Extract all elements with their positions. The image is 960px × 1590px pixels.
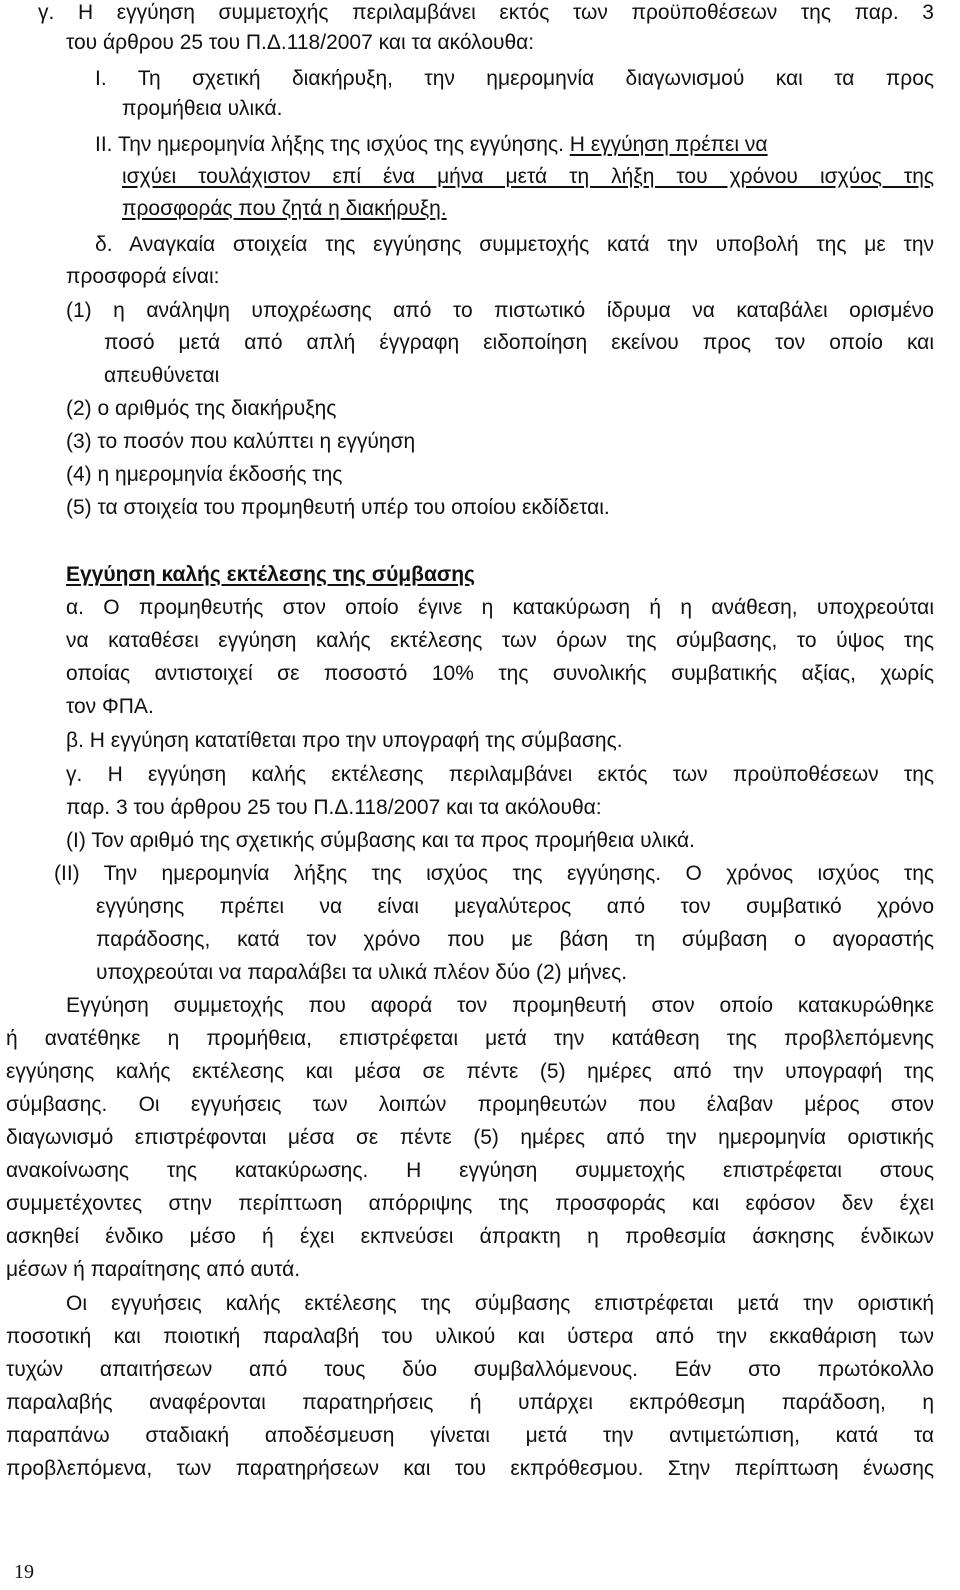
list-item: (5) τα στοιχεία του προμηθευτή υπέρ του οποίου εκδίδεται.	[66, 496, 610, 519]
paragraph-line: σύμβασης. Οι εγγυήσεις των λοιπών προμηθευτών που έλαβαν μέρος στον	[6, 1093, 934, 1116]
list-item: (4) η ημερομηνία έκδοσής της	[66, 463, 343, 486]
list-item: (1) η ανάληψη υποχρέωσης από το πιστωτικό ίδρυμα να καταβάλει ορισμένο	[66, 299, 934, 322]
paragraph-line: του άρθρου 25 του Π.Δ.118/2007 και τα ακόλουθα:	[66, 31, 535, 54]
paragraph-line: ανακοίνωσης της κατακύρωσης. Η εγγύηση συμμετοχής επιστρέφεται στους	[6, 1159, 934, 1182]
paragraph-line: τον ΦΠΑ.	[66, 695, 154, 718]
list-item: (Ι) Τον αριθμό της σχετικής σύμβασης και τα προς προμήθεια υλικά.	[66, 829, 695, 852]
paragraph-line: να καταθέσει εγγύηση καλής εκτέλεσης των όρων της σύμβασης, το ύψος της	[66, 629, 934, 652]
list-item-cont: εγγύησης πρέπει να είναι μεγαλύτερος από τον συμβατικό χρόνο	[96, 895, 934, 918]
paragraph-line: εγγύησης καλής εκτέλεσης και μέσα σε πέντε (5) ημέρες από την υπογραφή της	[6, 1060, 934, 1083]
list-item-cont: υποχρεούται να παραλάβει τα υλικά πλέον δύο (2) μήνες.	[96, 961, 628, 984]
paragraph-line: μέσων ή παραίτησης από αυτά.	[6, 1258, 301, 1281]
paragraph-line: γ. Η εγγύηση συμμετοχής περιλαμβάνει εκτός των προϋποθέσεων της παρ. 3	[38, 1, 934, 24]
list-item-I-cont: προμήθεια υλικά.	[122, 97, 283, 120]
underlined-requirement: ισχύει τουλάχιστον επί ένα μήνα μετά τη λήξη του χρόνου ισχύος της	[122, 165, 934, 188]
paragraph-line: παρ. 3 του άρθρου 25 του Π.Δ.118/2007 και τα ακόλουθα:	[66, 796, 602, 819]
paragraph-line: συμμετέχοντες στην περίπτωση απόρριψης της προσφοράς και εφόσον δεν έχει	[6, 1192, 934, 1215]
paragraph-line: β. Η εγγύηση κατατίθεται προ την υπογραφή της σύμβασης.	[66, 729, 623, 752]
paragraph-line: ποσοτική και ποιοτική παραλαβή του υλικού και ύστερα από την εκκαθάριση των	[6, 1325, 934, 1348]
list-item-cont: απευθύνεται	[104, 364, 220, 387]
list-item-II	[95, 130, 960, 160]
list-item-cont: ποσό μετά από απλή έγγραφη ειδοποίηση εκείνου προς τον οποίο και	[104, 331, 934, 354]
paragraph-line: προσφορά είναι:	[66, 265, 220, 288]
paragraph-line: δ. Αναγκαία στοιχεία της εγγύησης συμμετοχής κατά την υποβολή της με την	[95, 233, 934, 256]
list-item-II-text: ΙΙ. Την ημερομηνία λήξης της ισχύος της εγγύησης.	[95, 133, 564, 156]
section-heading: Εγγύηση καλής εκτέλεσης της σύμβασης	[66, 563, 475, 586]
list-item-cont: παράδοσης, κατά τον χρόνο που με βάση τη σύμβαση ο αγοραστής	[96, 928, 934, 951]
list-item: (3) το ποσόν που καλύπτει η εγγύηση	[66, 430, 416, 453]
list-item: (2) ο αριθμός της διακήρυξης	[66, 397, 337, 420]
paragraph-line: ή ανατέθηκε η προμήθεια, επιστρέφεται μετά την κατάθεση της προβλεπόμενης	[6, 1027, 934, 1050]
list-item: (ΙΙ) Την ημερομηνία λήξης της ισχύος της εγγύησης. Ο χρόνος ισχύος της	[54, 862, 934, 885]
paragraph-line: προβλεπόμενα, των παρατηρήσεων και του εκπρόθεσμου. Στην περίπτωση ένωσης	[6, 1457, 934, 1480]
paragraph-line: ασκηθεί ένδικο μέσο ή έχει εκπνεύσει άπρακτη η προθεσμία άσκησης ένδικων	[6, 1225, 934, 1248]
paragraph-line: παραπάνω σταδιακή αποδέσμευση γίνεται μετά την αντιμετώπιση, κατά τα	[6, 1424, 934, 1447]
paragraph-line: τυχών απαιτήσεων από τους δύο συμβαλλόμενους. Εάν στο πρωτόκολλο	[6, 1358, 934, 1381]
paragraph-line: οποίας αντιστοιχεί σε ποσοστό 10% της συνολικής συμβατικής αξίας, χωρίς	[66, 662, 934, 685]
paragraph-line: παραλαβής αναφέρονται παρατηρήσεις ή υπάρχει εκπρόθεσμη παράδοση, η	[6, 1391, 934, 1414]
list-item-I: Ι. Τη σχετική διακήρυξη, την ημερομηνία διαγωνισμού και τα προς	[95, 67, 934, 90]
paragraph-line: Οι εγγυήσεις καλής εκτέλεσης της σύμβασης επιστρέφεται μετά την οριστική	[66, 1292, 934, 1315]
underlined-requirement: προσφοράς που ζητά η διακήρυξη.	[122, 197, 447, 220]
paragraph-line: Εγγύηση συμμετοχής που αφορά τον προμηθευτή στον οποίο κατακυρώθηκε	[66, 994, 934, 1017]
underlined-requirement: Η εγγύηση πρέπει να	[569, 133, 768, 156]
paragraph-line: γ. Η εγγύηση καλής εκτέλεσης περιλαμβάνει εκτός των προϋποθέσεων της	[66, 763, 934, 786]
paragraph-line: α. Ο προμηθευτής στον οποίο έγινε η κατακύρωση ή η ανάθεση, υποχρεούται	[66, 596, 934, 619]
paragraph-line: διαγωνισμό επιστρέφονται μέσα σε πέντε (5) ημέρες από την ημερομηνία οριστικής	[6, 1126, 934, 1149]
page-number: 19	[14, 1561, 34, 1583]
